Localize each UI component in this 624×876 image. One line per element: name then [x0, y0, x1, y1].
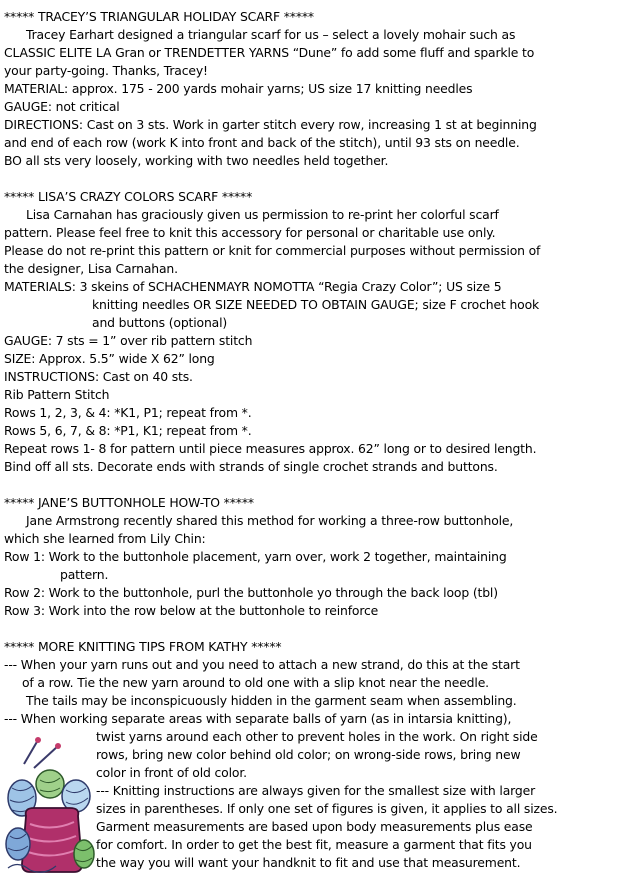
- text-line: and buttons (optional): [92, 315, 228, 330]
- text-line: Please do not re-print this pattern or knit for commercial purposes without permission of: [4, 243, 541, 258]
- text-line: The tails may be inconspicuously hidden in the garment seam when assembling.: [26, 693, 517, 708]
- text-line: sizes in parentheses. If only one set of figures is given, it applies to all sizes.: [96, 801, 558, 816]
- needle-tip-icon: [55, 743, 61, 749]
- yarn-ball-icon: [6, 828, 30, 860]
- text-line: the way you will want your handknit to fit and use that measurement.: [96, 855, 521, 870]
- text-line: your party-going. Thanks, Tracey!: [4, 63, 208, 78]
- text-line: SIZE: Approx. 5.5” wide X 62” long: [4, 351, 215, 366]
- text-line: Tracey Earhart designed a triangular scarf for us – select a lovely mohair such as: [26, 27, 516, 42]
- newsletter-page: [4, 8, 620, 872]
- text-line: of a row. Tie the new yarn around to old one with a slip knot near the needle.: [22, 675, 489, 690]
- knitting-needle-icon: [24, 740, 38, 764]
- text-line: Jane Armstrong recently shared this method for working a three-row buttonhole,: [26, 513, 514, 528]
- text-line: GAUGE: not critical: [4, 99, 120, 114]
- text-line: Rows 5, 6, 7, & 8: *P1, K1; repeat from *.: [4, 423, 252, 438]
- section-heading: ***** MORE KNITTING TIPS FROM KATHY *****: [4, 639, 282, 654]
- text-line: pattern. Please feel free to knit this accessory for personal or charitable use only.: [4, 225, 496, 240]
- section-heading: ***** JANE’S BUTTONHOLE HOW-TO *****: [4, 495, 254, 510]
- section-knitting-tips: [4, 638, 620, 872]
- section-tracey-scarf: [4, 8, 620, 170]
- text-line: which she learned from Lily Chin:: [4, 531, 206, 546]
- text-line: --- When your yarn runs out and you need to attach a new strand, do this at the start: [4, 657, 520, 672]
- spacer: [4, 170, 620, 188]
- section-lisa-scarf: [4, 188, 620, 476]
- text-line: for comfort. In order to get the best fit, measure a garment that fits you: [96, 837, 532, 852]
- text-line: the designer, Lisa Carnahan.: [4, 261, 178, 276]
- text-line: CLASSIC ELITE LA Gran or TRENDETTER YARNS “Dune” fo add some fluff and sparkle to: [4, 45, 535, 60]
- text-line: MATERIAL: approx. 175 - 200 yards mohair yarns; US size 17 knitting needles: [4, 81, 473, 96]
- yarn-balls-and-knitting-bag-illustration: [4, 736, 96, 876]
- text-line: knitting needles OR SIZE NEEDED TO OBTAIN GAUGE; size F crochet hook: [92, 297, 540, 312]
- text-line: Bind off all sts. Decorate ends with strands of single crochet strands and buttons.: [4, 459, 498, 474]
- text-line: and end of each row (work K into front and back of the stitch), until 93 sts on needle.: [4, 135, 520, 150]
- text-line: --- When working separate areas with separate balls of yarn (as in intarsia knitting),: [4, 711, 512, 726]
- section-buttonhole: [4, 494, 620, 620]
- needle-tip-icon: [35, 737, 41, 743]
- text-line: Repeat rows 1- 8 for pattern until piece measures approx. 62” long or to desired length.: [4, 441, 537, 456]
- text-line: BO all sts very loosely, working with two needles held together.: [4, 153, 389, 168]
- text-line: INSTRUCTIONS: Cast on 40 sts.: [4, 369, 193, 384]
- text-line: Garment measurements are based upon body measurements plus ease: [96, 819, 533, 834]
- yarn-ball-icon: [74, 840, 94, 868]
- text-line: twist yarns around each other to prevent holes in the work. On right side: [96, 729, 538, 744]
- knitting-bag-icon: [22, 808, 82, 872]
- spacer: [4, 620, 620, 638]
- text-line: Rib Pattern Stitch: [4, 387, 110, 402]
- text-line: Lisa Carnahan has graciously given us permission to re-print her colorful scarf: [26, 207, 499, 222]
- text-line: MATERIALS: 3 skeins of SCHACHENMAYR NOMOTTA “Regia Crazy Color”; US size 5: [4, 279, 502, 294]
- text-line: DIRECTIONS: Cast on 3 sts. Work in garter stitch every row, increasing 1 st at beginning: [4, 117, 537, 132]
- knitting-needle-icon: [34, 746, 58, 768]
- text-line: color in front of old color.: [96, 765, 247, 780]
- spacer: [4, 476, 620, 494]
- text-line: Rows 1, 2, 3, & 4: *K1, P1; repeat from *.: [4, 405, 252, 420]
- text-line: Row 2: Work to the buttonhole, purl the buttonhole yo through the back loop (tbl): [4, 585, 498, 600]
- section-heading: ***** LISA’S CRAZY COLORS SCARF *****: [4, 189, 253, 204]
- text-line: GAUGE: 7 sts = 1” over rib pattern stitch: [4, 333, 253, 348]
- yarn-ball-icon: [36, 770, 64, 798]
- text-line: --- Knitting instructions are always given for the smallest size with larger: [96, 783, 536, 798]
- section-heading: ***** TRACEY’S TRIANGULAR HOLIDAY SCARF *****: [4, 9, 314, 24]
- text-line: pattern.: [60, 567, 109, 582]
- text-line: rows, bring new color behind old color; on wrong-side rows, bring new: [96, 747, 521, 762]
- text-line: Row 1: Work to the buttonhole placement, yarn over, work 2 together, maintaining: [4, 549, 507, 564]
- text-line: Row 3: Work into the row below at the buttonhole to reinforce: [4, 603, 379, 618]
